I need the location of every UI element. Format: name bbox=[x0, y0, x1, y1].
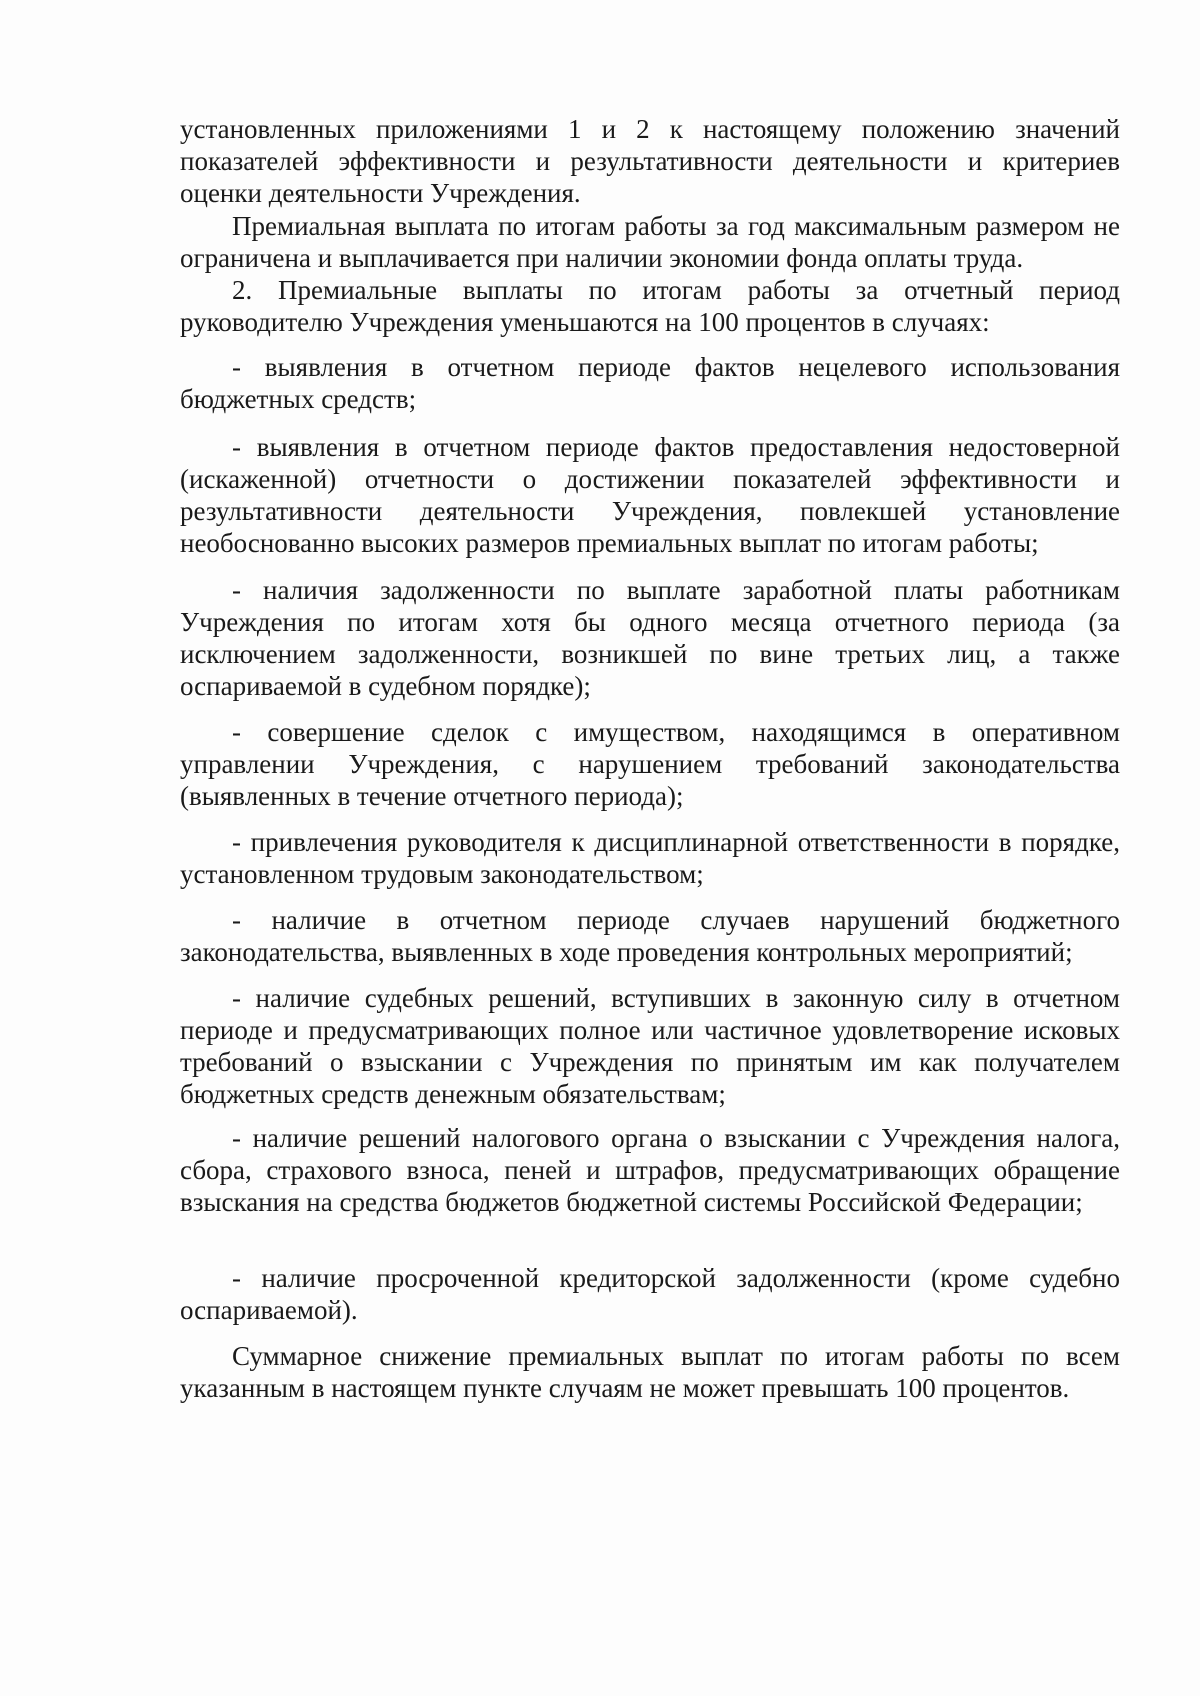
list-item bbox=[180, 1262, 1120, 1326]
paragraph: - наличие решений налогового органа о взыскании с Учреждения налога, сбора, страхового взноса, пеней и штрафов, предусматривающих обращение взыскания на средства бюджетов бюджетной системы Российской Федерации; bbox=[180, 1123, 1120, 1217]
list-item bbox=[180, 716, 1120, 812]
list-item bbox=[180, 826, 1120, 890]
list-item bbox=[180, 1122, 1120, 1218]
list-item bbox=[180, 431, 1120, 559]
paragraph: - наличие просроченной кредиторской задолженности (кроме судебно оспариваемой). bbox=[180, 1263, 1120, 1325]
paragraph: - выявления в отчетном периоде фактов нецелевого использования бюджетных средств; bbox=[180, 352, 1120, 414]
paragraph: - совершение сделок с имуществом, находящимся в оперативном управлении Учреждения, с нарушением требований законодательства (выявленных в течение отчетного периода); bbox=[180, 717, 1120, 811]
list-item bbox=[180, 904, 1120, 968]
paragraph: установленных приложениями 1 и 2 к настоящему положению значений показателей эффективности и результативности деятельности и критериев оценки деятельности Учреждения. bbox=[180, 114, 1120, 208]
paragraph: - наличия задолженности по выплате заработной платы работникам Учреждения по итогам хотя бы одного месяца отчетного периода (за исключением задолженности, возникшей по вине третьих лиц, а также оспариваемой в судебном порядке); bbox=[180, 575, 1120, 701]
paragraph: - выявления в отчетном периоде фактов предоставления недостоверной (искаженной) отчетности о достижении показателей эффективности и результативности деятельности Учреждения, повлекшей установление необоснованно высоких размеров премиальных выплат по итогам работы; bbox=[180, 432, 1120, 558]
paragraph: Суммарное снижение премиальных выплат по итогам работы по всем указанным в настоящем пункте случаям не может превышать 100 процентов. bbox=[180, 1341, 1120, 1403]
paragraph-block bbox=[180, 274, 1120, 338]
paragraph: Премиальная выплата по итогам работы за год максимальным размером не ограничена и выплачивается при наличии экономии фонда оплаты труда. bbox=[180, 211, 1120, 273]
paragraph: 2. Премиальные выплаты по итогам работы за отчетный период руководителю Учреждения уменьшаются на 100 процентов в случаях: bbox=[180, 275, 1120, 337]
paragraph-continuation bbox=[180, 113, 1120, 209]
list-item bbox=[180, 574, 1120, 702]
paragraph-block bbox=[180, 210, 1120, 274]
list-item bbox=[180, 351, 1120, 415]
paragraph: - наличие в отчетном периоде случаев нарушений бюджетного законодательства, выявленных в ходе проведения контрольных мероприятий; bbox=[180, 905, 1120, 967]
list-item bbox=[180, 982, 1120, 1110]
paragraph: - наличие судебных решений, вступивших в законную силу в отчетном периоде и предусматривающих полное или частичное удовлетворение исковых требований о взыскании с Учреждения по принятым им как получателем бюджетных средств денежным обязательствам; bbox=[180, 983, 1120, 1109]
summary-paragraph bbox=[180, 1340, 1120, 1404]
paragraph: - привлечения руководителя к дисциплинарной ответственности в порядке, установленном трудовым законодательством; bbox=[180, 827, 1120, 889]
